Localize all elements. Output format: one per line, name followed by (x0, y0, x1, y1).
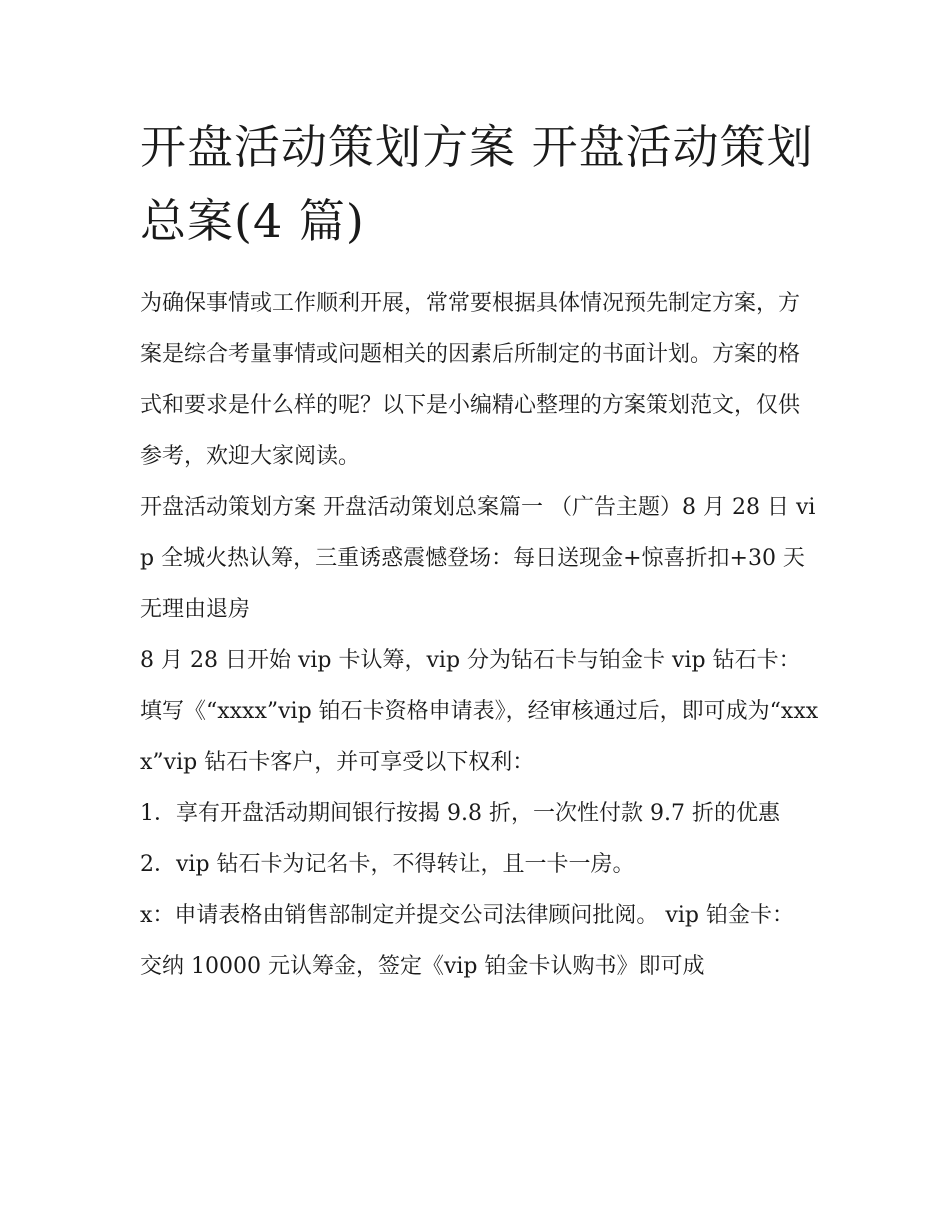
paragraph-legal-note: x：申请表格由销售部制定并提交公司法律顾问批阅。 vip 铂金卡： (140, 903, 794, 928)
paragraph-diamond-benefits: 1．享有开盘活动期间银行按揭 9.8 折，一次性付款 9.7 折的优惠 2．vip 钻石卡为记名卡，不得转让，且一卡一房。 (140, 801, 780, 877)
paragraph-vip-cards: 8 月 28 日开始 vip 卡认筹，vip 分为钻石卡与铂金卡 vip 钻石卡： (140, 648, 801, 673)
paragraph-intro: 为确保事情或工作顺利开展，常常要根据具体情况预先制定方案，方案是综合考量事情或问题相关的因素后所制定的书面计划。方案的格式和要求是什么样的呢？以下是小编精心整理的方案策划范文，仅供参考，欢迎大家阅读。 (140, 291, 801, 469)
paragraph-platinum-deposit: 交纳 10000 元认筹金，签定《vip 铂金卡认购书》即可成 (140, 954, 705, 979)
paragraph-diamond-application: 填写《“xxxx”vip 铂石卡资格申请表》，经审核通过后，即可成为“xxxx”vip 钻石卡客户，并可享受以下权利： (140, 699, 819, 775)
document-page (140, 110, 820, 992)
paragraph-ad-theme: 开盘活动策划方案 开盘活动策划总案篇一 （广告主题）8 月 28 日 vip 全城火热认筹，三重诱惑震憾登场：每日送现金+惊喜折扣+30 天无理由退房 (140, 495, 816, 622)
document-title: 开盘活动策划方案 开盘活动策划总案(4 篇) (140, 120, 814, 248)
